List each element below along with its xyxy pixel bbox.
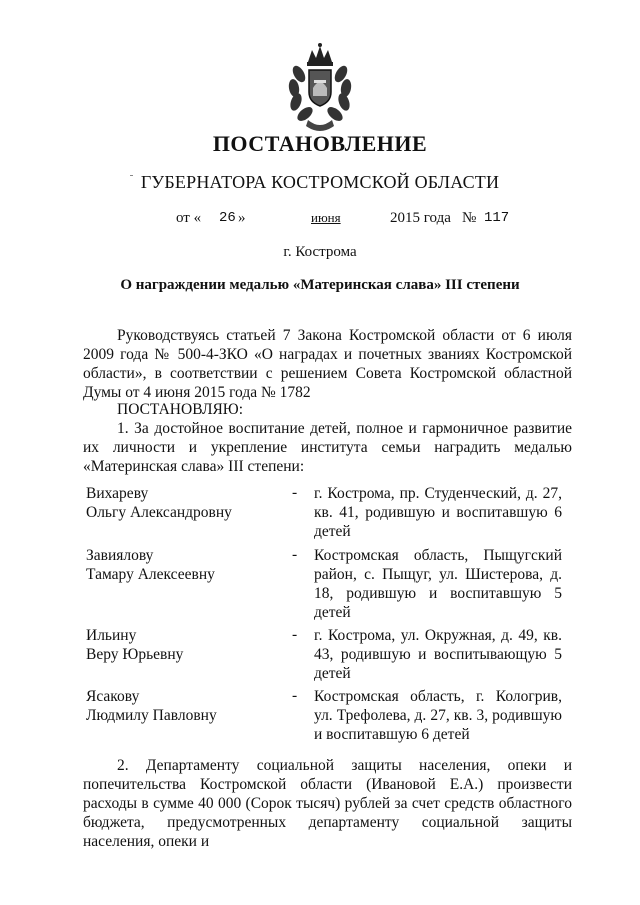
- date-quote-close: »: [238, 210, 246, 226]
- number-sign: №: [462, 210, 477, 226]
- awardee-surname: Завиялову: [86, 547, 154, 564]
- decree-word: ПОСТАНОВЛЯЮ:: [117, 401, 244, 418]
- item-1-text: 1. За достойное воспитание детей, полное и гармоничное развитие их личности и укрепление института семьи наградить медалью «Материнская слава» III степени:: [83, 420, 572, 475]
- date-prefix: от «: [176, 210, 202, 226]
- awardee-given-names: Ольгу Александровну: [86, 504, 232, 521]
- date-day: 26: [219, 210, 236, 226]
- awardee-name: [86, 484, 232, 522]
- list-dash: -: [292, 546, 298, 563]
- awardee-address: г. Кострома, пр. Студенческий, д. 27, кв. 41, родившую и воспитавшую 6 детей: [314, 485, 562, 540]
- resolution-heading: О награждении медалью «Материнская слава» III степени: [120, 277, 520, 293]
- list-dash: -: [292, 626, 298, 643]
- item-2-text: 2. Департаменту социальной защиты населения, опеки и попечительства Костромской области (Ивановой Е.А.) произвести расходы в сумме 40 000 (Сорок тысяч) рублей за счет средств областного бюджета, предусмотренных департаменту социальной защиты населения, опеки и: [83, 757, 572, 850]
- awardee-name: [86, 687, 217, 725]
- date-year: 2015 года: [390, 210, 451, 226]
- awardee-given-names: Людмилу Павловну: [86, 707, 217, 724]
- awardee-given-names: Веру Юрьевну: [86, 646, 184, 663]
- preamble-paragraph: [83, 326, 572, 402]
- awardee-surname: Ильину: [86, 627, 137, 644]
- date-month: июня: [311, 210, 341, 225]
- awardee-address: г. Кострома, ул. Окружная, д. 49, кв. 43, родившую и воспитывающую 5 детей: [314, 627, 562, 682]
- scan-speck: [130, 175, 133, 176]
- awardee-name: [86, 626, 183, 664]
- list-dash: -: [292, 687, 298, 704]
- awardee-name: [86, 546, 215, 584]
- city: г. Кострома: [283, 244, 357, 260]
- coat-of-arms-icon: [272, 40, 368, 136]
- list-dash: -: [292, 484, 298, 501]
- document-title: ПОСТАНОВЛЕНИЕ: [212, 131, 428, 156]
- document-number: 117: [484, 210, 510, 226]
- awardee-address: Костромская область, г. Кологрив, ул. Трефолева, д. 27, кв. 3, родившую и воспитавшую 6 детей: [314, 688, 562, 743]
- item-2-paragraph: [83, 756, 572, 851]
- awardee-surname: Вихареву: [86, 485, 149, 502]
- item-1-paragraph: [83, 419, 572, 476]
- awardee-address: Костромская область, Пыщугский район, с. Пыщуг, ул. Шистерова, д. 18, родившую и воспитавшую 5 детей: [314, 547, 562, 621]
- preamble-text: Руководствуясь статьей 7 Закона Костромской области от 6 июля 2009 года № 500-4-ЗКО «О наградах и почетных званиях Костромской области», в соответствии с решением Совета Костромской областной Думы от 4 июня 2015 года № 1782: [83, 327, 572, 401]
- issuer-title: ГУБЕРНАТОРА КОСТРОМСКОЙ ОБЛАСТИ: [140, 172, 500, 192]
- awardee-given-names: Тамару Алексеевну: [86, 566, 215, 583]
- awardee-surname: Ясакову: [86, 688, 140, 705]
